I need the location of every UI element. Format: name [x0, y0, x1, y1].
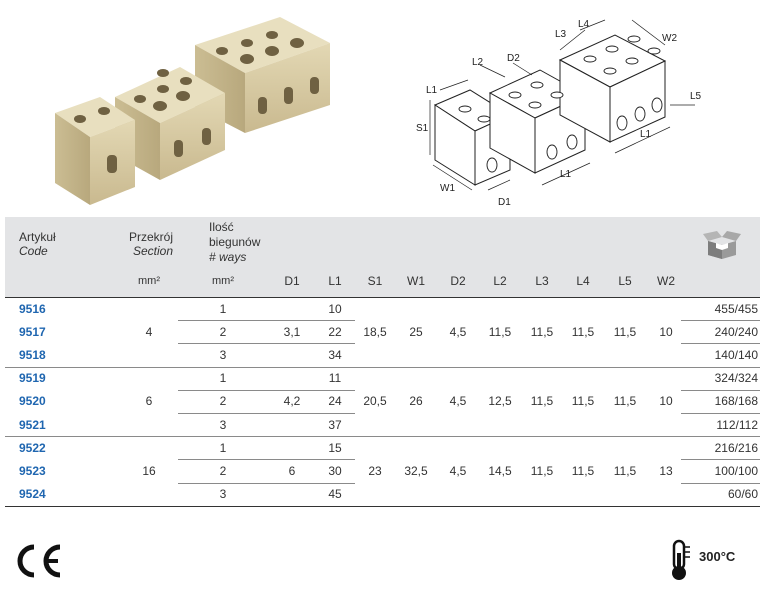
package-qty-cell: 168/168	[714, 394, 758, 409]
s1-cell: 23	[368, 463, 382, 478]
package-qty-cell: 60/60	[727, 487, 758, 502]
row-divider	[681, 320, 760, 321]
row-divider	[307, 390, 355, 391]
l4-cell: 11,5	[571, 394, 595, 409]
drawing-label-s1: S1	[416, 123, 429, 134]
section-cell: 16	[142, 463, 156, 478]
code-9519: 9519	[19, 371, 46, 386]
l1-cell: 22	[328, 324, 342, 339]
ways-cell: 3	[219, 487, 227, 502]
l3-cell: 11,5	[530, 324, 554, 339]
drawing-label-d1: D1	[498, 197, 511, 208]
drawing-label-l1c: L1	[640, 129, 652, 140]
row-divider	[5, 436, 760, 437]
header-dim-s1: S1	[367, 274, 383, 288]
ways-cell: 3	[219, 347, 227, 362]
row-divider	[5, 297, 760, 298]
ce-mark-icon	[12, 543, 64, 579]
drawing-label-l2: L2	[472, 57, 484, 68]
l5-cell: 11,5	[613, 463, 637, 478]
row-divider	[681, 343, 760, 344]
row-divider	[681, 459, 760, 460]
header-ways-1: Ilość	[209, 220, 234, 234]
header-dim-l3: L3	[535, 274, 549, 288]
ways-cell: 3	[219, 417, 227, 432]
w1-cell: 32,5	[404, 463, 428, 478]
l1-cell: 45	[328, 487, 342, 502]
header-dim-l1: L1	[328, 274, 342, 288]
header-dim-d1: D1	[284, 274, 300, 288]
section-cell: 6	[145, 394, 153, 409]
l4-cell: 11,5	[571, 463, 595, 478]
terminal-block-1way	[55, 97, 135, 205]
code-9524: 9524	[19, 487, 46, 502]
package-qty-cell: 455/455	[714, 301, 758, 316]
header-dim-l2: L2	[493, 274, 507, 288]
thermometer-icon	[666, 539, 692, 581]
temperature-rating: 300°C	[699, 549, 736, 564]
package-qty-cell: 112/112	[716, 417, 758, 432]
ways-cell: 1	[219, 301, 227, 316]
l2-cell: 14,5	[488, 463, 512, 478]
row-divider	[307, 483, 355, 484]
code-9520: 9520	[19, 394, 46, 409]
s1-cell: 20,5	[363, 394, 387, 409]
dimension-drawing	[400, 5, 720, 210]
row-divider	[307, 459, 355, 460]
w2-cell: 13	[659, 463, 673, 478]
header-dim-w1: W1	[407, 274, 425, 288]
drawing-label-l3: L3	[555, 29, 567, 40]
s1-cell: 18,5	[363, 324, 387, 339]
l3-cell: 11,5	[530, 394, 554, 409]
ways-cell: 1	[219, 440, 227, 455]
l1-cell: 37	[328, 417, 342, 432]
header-ways-2: biegunów	[209, 235, 261, 249]
box-icon	[702, 229, 742, 259]
header-code: Artykuł	[19, 230, 56, 244]
header-dim-d2: D2	[450, 274, 466, 288]
l1-cell: 34	[328, 347, 342, 362]
row-divider	[307, 320, 355, 321]
header-ways-en: # ways	[209, 250, 247, 264]
package-qty-cell: 100/100	[714, 463, 758, 478]
header-dim-w2: W2	[657, 274, 675, 288]
row-divider	[307, 343, 355, 344]
row-divider	[5, 367, 760, 368]
l1-cell: 24	[328, 394, 342, 409]
header-dim-l4: L4	[576, 274, 590, 288]
drawing-label-l5: L5	[690, 91, 702, 102]
drawing-label-w1: W1	[440, 183, 455, 194]
drawing-label-w2: W2	[662, 33, 677, 44]
l2-cell: 12,5	[488, 394, 512, 409]
d2-cell: 4,5	[449, 463, 467, 478]
l3-cell: 11,5	[530, 463, 554, 478]
l1-cell: 15	[328, 440, 342, 455]
code-9516: 9516	[19, 301, 46, 316]
section-cell: 4	[145, 324, 153, 339]
l1-cell: 11	[328, 371, 342, 386]
ways-cell: 2	[219, 394, 227, 409]
d1-cell: 4,2	[283, 394, 301, 409]
product-table	[5, 217, 760, 512]
row-divider	[681, 483, 760, 484]
drawing-label-l4: L4	[578, 19, 590, 30]
d2-cell: 4,5	[449, 324, 467, 339]
package-qty-cell: 140/140	[714, 347, 758, 362]
d1-cell: 6	[288, 463, 296, 478]
header-section-en: Section	[132, 244, 173, 258]
header-unit-ways: mm²	[212, 275, 234, 287]
w2-cell: 10	[659, 394, 673, 409]
ways-cell: 2	[219, 324, 227, 339]
drawing-label-l1a: L1	[426, 85, 438, 96]
w1-cell: 26	[409, 394, 423, 409]
header-section: Przekrój	[128, 230, 173, 244]
l2-cell: 11,5	[488, 324, 512, 339]
l5-cell: 11,5	[613, 394, 637, 409]
header-dim-l5: L5	[618, 274, 632, 288]
header-unit-section: mm²	[138, 275, 160, 287]
ways-cell: 1	[219, 371, 227, 386]
row-divider	[5, 506, 760, 507]
code-9522: 9522	[19, 440, 46, 455]
row-divider	[307, 413, 355, 414]
d1-cell: 3,1	[283, 324, 301, 339]
code-9518: 9518	[19, 347, 46, 362]
package-qty-cell: 324/324	[714, 371, 758, 386]
drawing-label-d2: D2	[507, 53, 520, 64]
drawing-label-l1b: L1	[560, 169, 572, 180]
code-9523: 9523	[19, 463, 46, 478]
package-qty-cell: 216/216	[714, 440, 758, 455]
w2-cell: 10	[659, 324, 673, 339]
ways-cell: 2	[219, 463, 227, 478]
l1-cell: 10	[328, 301, 342, 316]
code-9517: 9517	[19, 324, 46, 339]
l1-cell: 30	[328, 463, 342, 478]
row-divider	[681, 390, 760, 391]
l4-cell: 11,5	[571, 324, 595, 339]
product-photo	[40, 5, 350, 210]
package-qty-cell: 240/240	[714, 324, 758, 339]
l5-cell: 11,5	[613, 324, 637, 339]
w1-cell: 25	[409, 324, 423, 339]
header-code-en: Code	[19, 244, 48, 258]
code-9521: 9521	[19, 417, 46, 432]
row-divider	[681, 413, 760, 414]
d2-cell: 4,5	[449, 394, 467, 409]
